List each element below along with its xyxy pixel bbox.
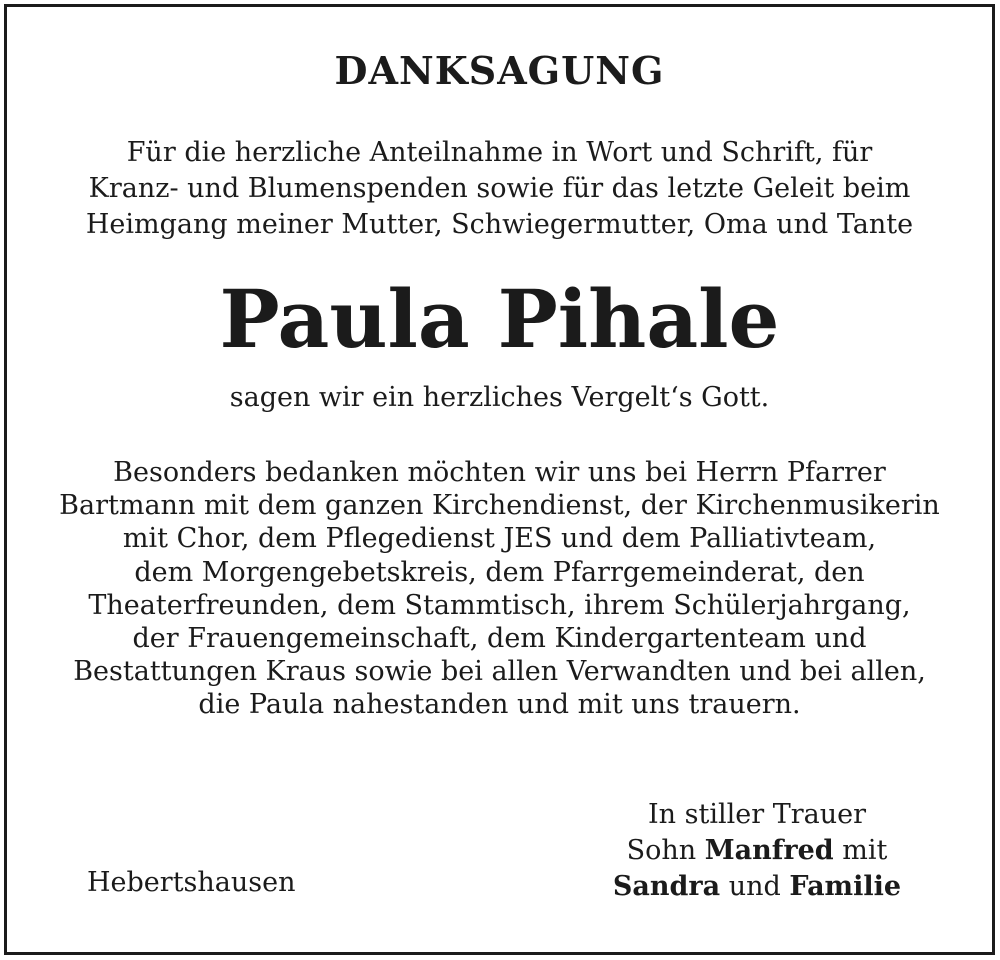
place-name: Hebertshausen <box>87 867 296 898</box>
intro-text <box>7 135 992 243</box>
signature-conjunction: und <box>720 871 790 902</box>
signature-son-suffix: mit <box>833 835 888 866</box>
signature-son-prefix: Sohn <box>626 835 705 866</box>
intro-line: Heimgang meiner Mutter, Schwiegermutter, Oma und Tante <box>85 209 914 240</box>
signature-line-son <box>587 833 927 869</box>
thanks-line: sagen wir ein herzliches Vergelt‘s Gott. <box>229 382 770 413</box>
special-thanks-line: Besonders bedanken möchten wir uns bei Herrn Pfarrer <box>113 457 886 488</box>
notice-heading: DANKSAGUNG <box>334 48 665 93</box>
special-thanks-line: die Paula nahestanden und mit uns trauern. <box>198 689 801 721</box>
special-thanks-line: der Frauengemeinschaft, dem Kindergartenteam und <box>132 623 867 655</box>
intro-line: Kranz- und Blumenspenden sowie für das letzte Geleit beim <box>88 173 911 204</box>
special-thanks-text <box>7 456 992 722</box>
signature-family-word: Familie <box>789 871 902 902</box>
special-thanks-line: Bartmann mit dem ganzen Kirchendienst, der Kirchenmusikerin <box>59 490 940 522</box>
signature-son-name: Manfred <box>704 835 834 866</box>
special-thanks-line: mit Chor, dem Pflegedienst JES und dem Palliativteam, <box>122 523 877 555</box>
special-thanks-line: Bestattungen Kraus sowie bei allen Verwandten und bei allen, <box>73 656 926 688</box>
obituary-notice <box>4 4 995 955</box>
special-thanks-line: dem Morgengebetskreis, dem Pfarrgemeinderat, den <box>134 556 865 588</box>
signature-block <box>587 797 927 905</box>
signature-line-family <box>587 869 927 905</box>
signature-partner-name: Sandra <box>612 871 721 902</box>
intro-line: Für die herzliche Anteilnahme in Wort und Schrift, für <box>126 137 873 168</box>
special-thanks-line: Theaterfreunden, dem Stammtisch, ihrem Schülerjahrgang, <box>88 589 911 621</box>
signature-line-mourning: In stiller Trauer <box>647 799 866 830</box>
deceased-name: Paula Pihale <box>219 272 780 366</box>
